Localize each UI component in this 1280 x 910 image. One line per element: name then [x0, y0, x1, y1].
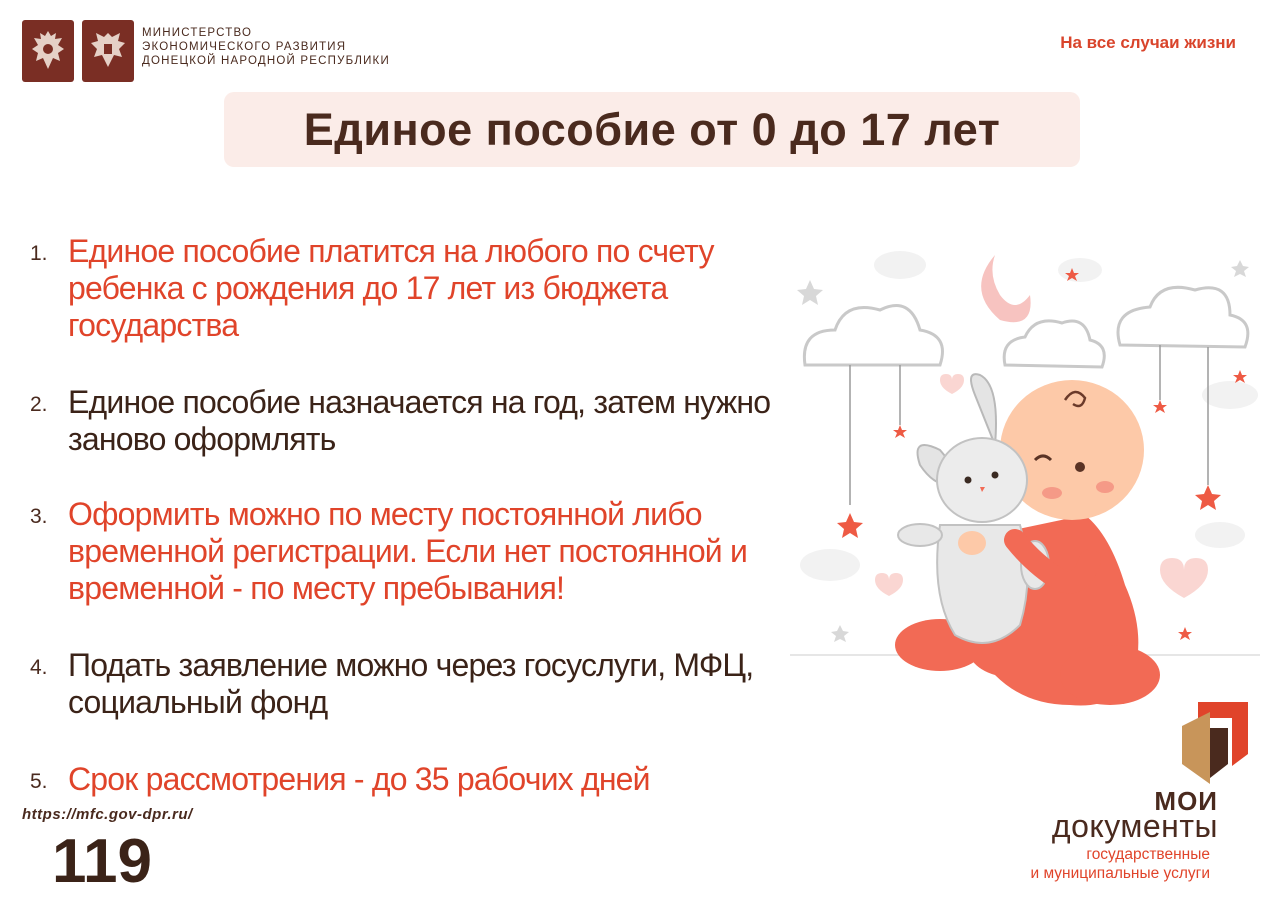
- list-item: [30, 496, 790, 607]
- slogan: На все случаи жизни: [1060, 33, 1236, 52]
- info-list: [30, 233, 790, 840]
- brand-line1: МОИ: [1154, 786, 1218, 816]
- item-text: Срок рассмотрения - до 35 рабочих дней: [68, 761, 650, 797]
- item-text: Оформить можно по месту постоянной либо временной регистрации. Если нет постоянной и временной - по месту пребывания!: [68, 496, 748, 606]
- moi-dokumenty-logo-icon: [1180, 694, 1250, 784]
- item-text: Подать заявление можно через госуслуги, МФЦ, социальный фонд: [68, 647, 754, 720]
- item-number: 1.: [30, 242, 48, 265]
- item-number: 3.: [30, 505, 48, 528]
- ministry-line: ЭКОНОМИЧЕСКОГО РАЗВИТИЯ: [142, 41, 347, 53]
- list-item: [30, 233, 790, 344]
- brand-subtitle-line: государственные: [1086, 846, 1210, 863]
- item-text: Единое пособие назначается на год, затем нужно заново оформлять: [68, 384, 771, 457]
- website-url[interactable]: https://mfc.gov-dpr.ru/: [22, 806, 193, 823]
- russia-emblem: [22, 20, 74, 82]
- russia-coat-of-arms-icon: [28, 27, 68, 75]
- baby-illustration: [790, 235, 1260, 725]
- item-number: 5.: [30, 770, 48, 793]
- brand-subtitle: [1031, 845, 1211, 883]
- brand-line2: документы: [1051, 808, 1218, 844]
- ministry-line: ДОНЕЦКОЙ НАРОДНОЙ РЕСПУБЛИКИ: [142, 55, 390, 67]
- brand-subtitle-line: и муниципальные услуги: [1030, 865, 1210, 882]
- cloud-icon: [804, 287, 1247, 367]
- item-number: 4.: [30, 656, 48, 679]
- list-item: [30, 647, 790, 721]
- list-item: [30, 384, 790, 458]
- ministry-name: [142, 26, 390, 68]
- title-box: [224, 92, 1080, 167]
- item-text: Единое пособие платится на любого по счету ребенка с рождения до 17 лет из бюджета государства: [68, 233, 714, 343]
- dpr-coat-of-arms-icon: [88, 27, 128, 75]
- page-title: Единое пособие от 0 до 17 лет: [303, 104, 1001, 155]
- dpr-emblem: [82, 20, 134, 82]
- page-number: 119: [52, 827, 153, 896]
- list-item: [30, 761, 790, 800]
- ministry-line: МИНИСТЕРСТВО: [142, 27, 253, 39]
- item-number: 2.: [30, 393, 48, 416]
- moon-icon: [981, 255, 1030, 322]
